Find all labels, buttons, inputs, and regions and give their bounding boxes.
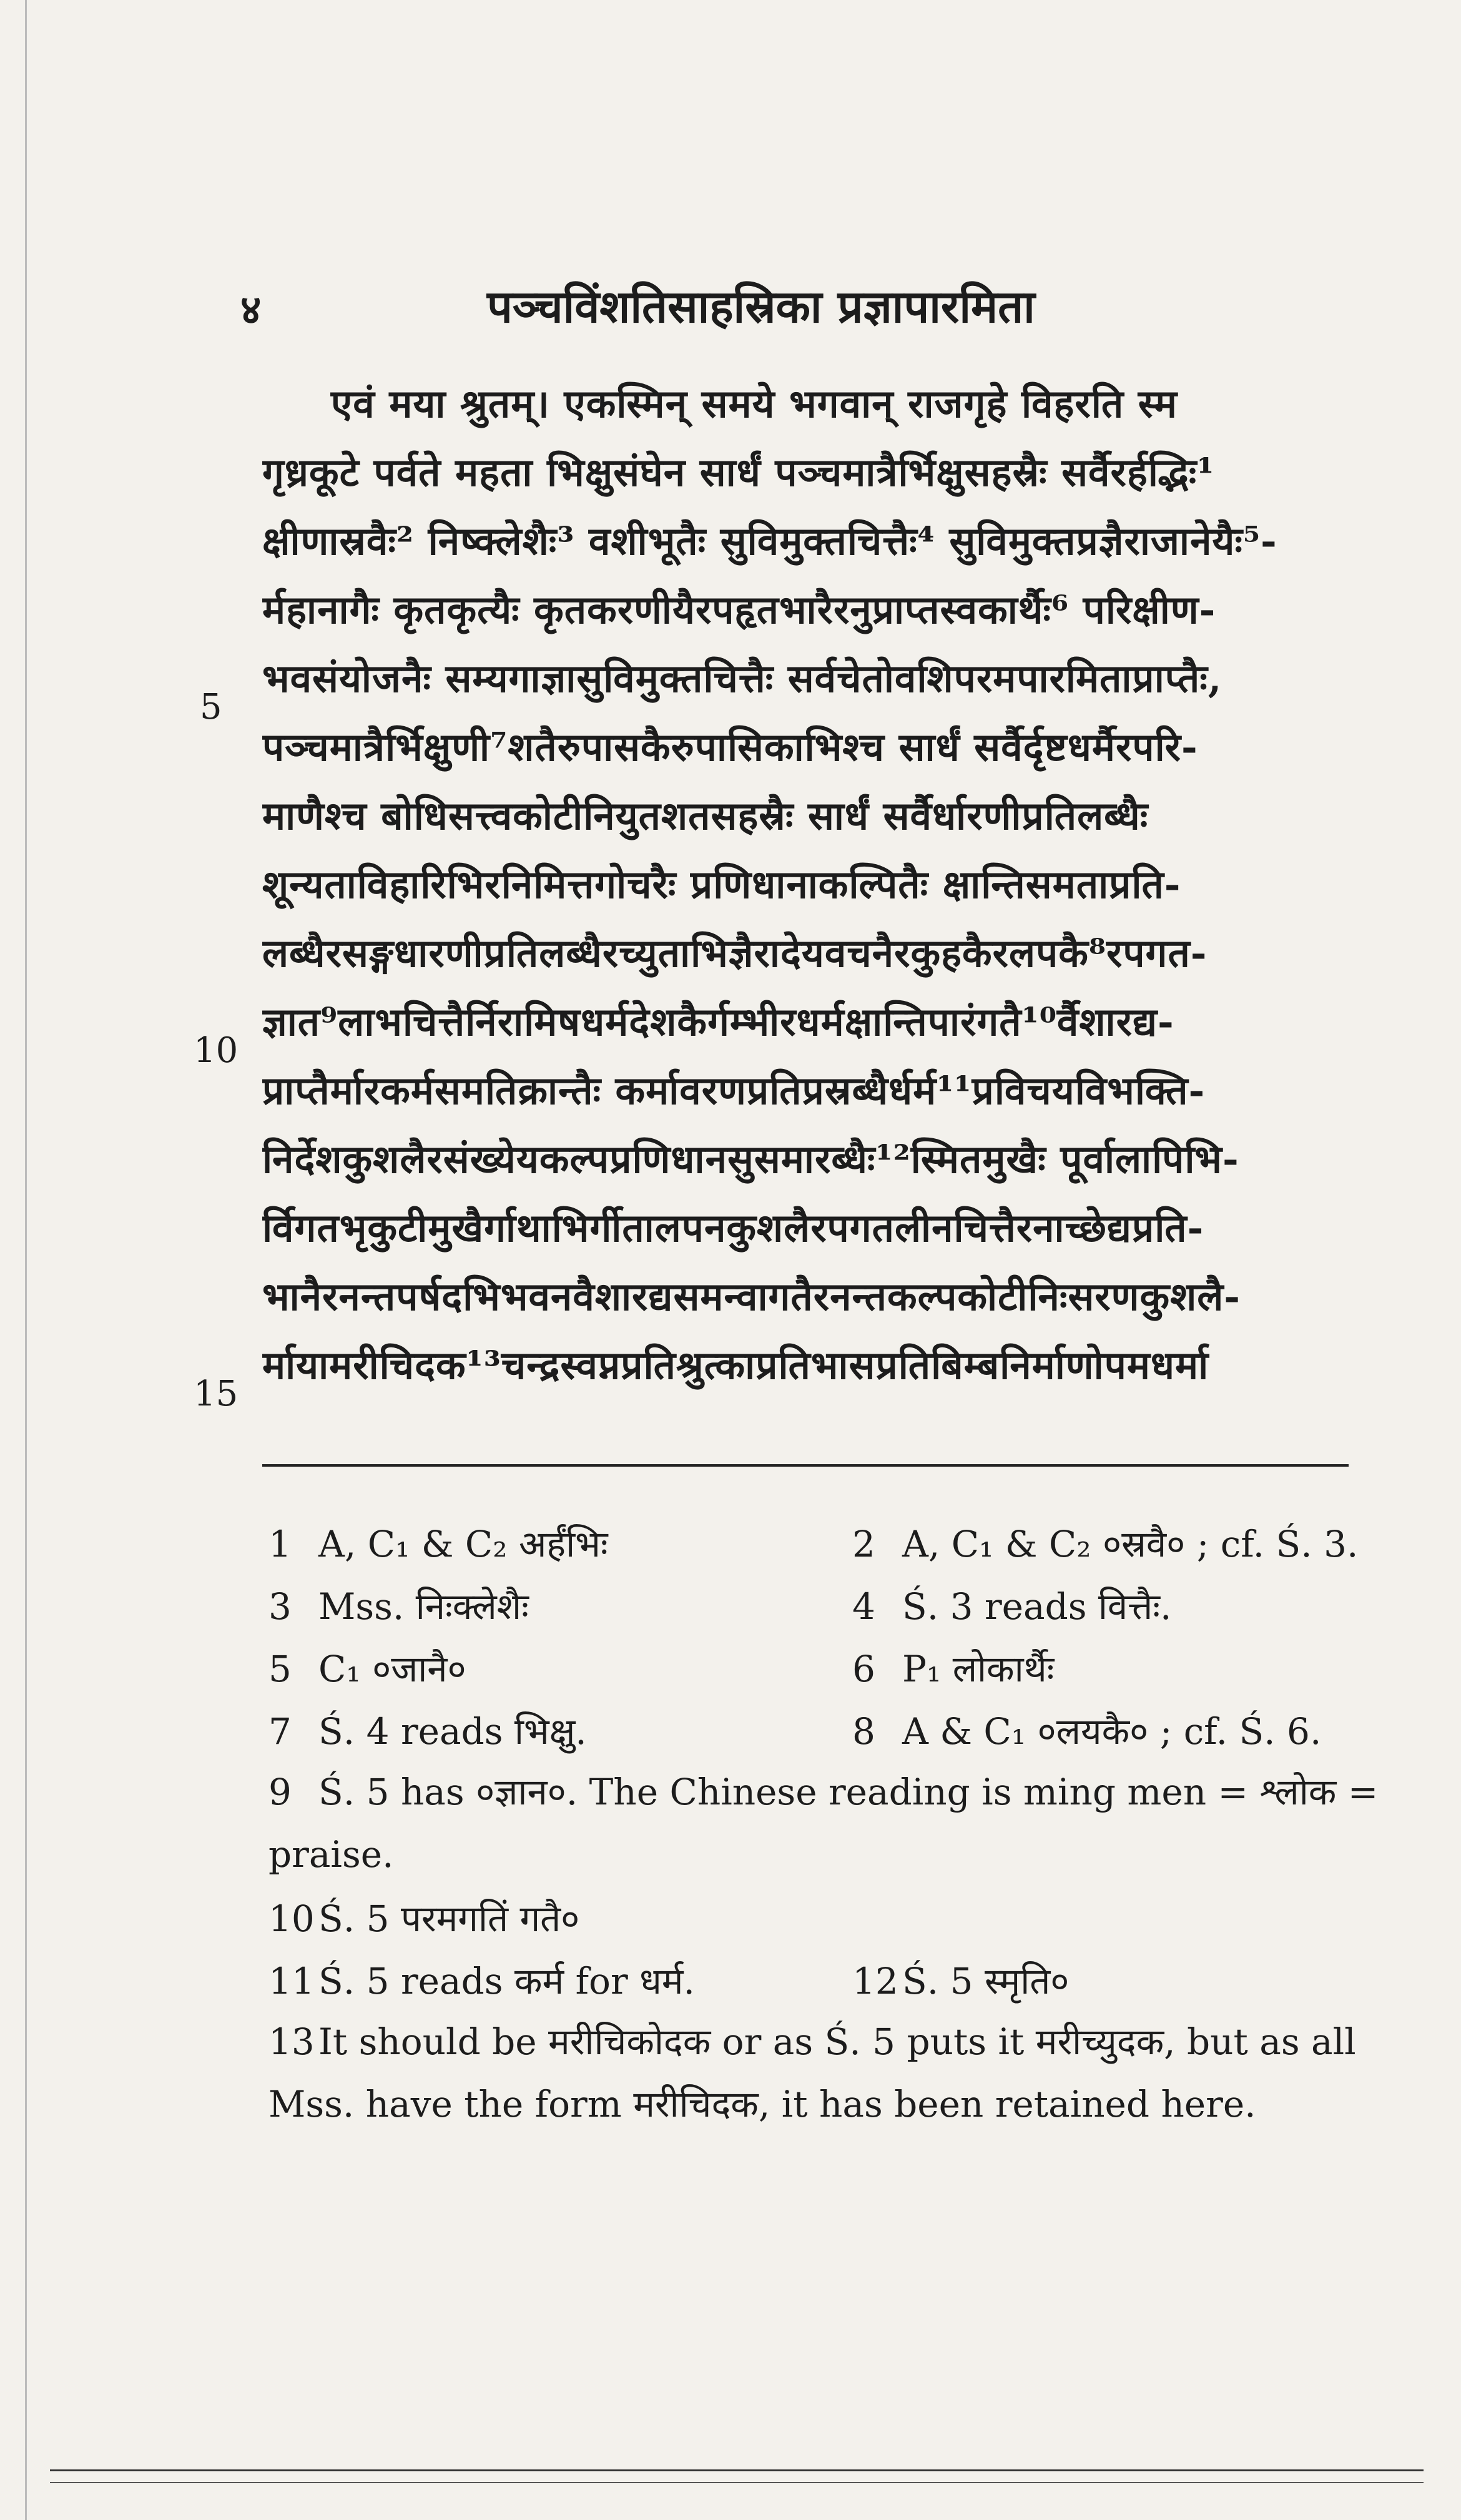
main-text — [262, 368, 1374, 1399]
text-line: एवं मया श्रुतम्। एकस्मिन् समये भगवान् राजगृहे विहरति स्म — [331, 381, 1178, 426]
footnote: 5 C₁ ०जानै० — [268, 1647, 466, 1690]
text-line: र्महानागैः कृतकृत्यैः कृतकरणीयैरपहृतभारैरनुप्राप्तस्वकार्थैः⁶ परिक्षीण- — [262, 587, 1216, 632]
footnote: 8 A & C₁ ०लयकै० ; cf. Ś. 6. — [852, 1710, 1322, 1753]
text-line: शून्यताविहारिभिरनिमित्तगोचरैः प्रणिधानाकल्पितैः क्षान्तिसमताप्रति- — [262, 862, 1181, 907]
text-line: र्विगतभृकुटीमुखैर्गाथाभिर्गीतालपनकुशलैरपगतलीनचित्तैरनाच्छेद्यप्रति- — [262, 1205, 1204, 1251]
footnote: 10 Ś. 5 परमगतिं गतै० — [268, 1897, 580, 1940]
line-number-5: 5 — [200, 687, 222, 727]
page-number: ४ — [240, 287, 262, 333]
page-header — [225, 268, 1349, 343]
bottom-border — [50, 2469, 1424, 2471]
bottom-border — [50, 2482, 1424, 2483]
footnote: 9 Ś. 5 has ०ज्ञान०. The Chinese reading is ming men = श्लोक = praise. — [268, 1771, 1379, 1876]
footnote: 1 A, C₁ & C₂ अर्हंभिः — [268, 1522, 608, 1565]
footnote-row — [268, 1698, 1386, 1761]
page-title: पञ्चविंशतिसाहस्रिका प्रज्ञापारमिता — [487, 280, 1035, 333]
line-number-15: 15 — [194, 1374, 239, 1414]
footnote-row — [268, 1511, 1386, 1573]
text-line: ज्ञात⁹लाभचित्तैर्निरामिषधर्मदेशकैर्गम्भीरधर्मक्षान्तिपारंगतै¹⁰र्वैशारद्य- — [262, 999, 1174, 1045]
text-line: भानैरनन्तपर्षदभिभवनवैशारद्यसमन्वागतैरनन्तकल्पकोटीनिःसरणकुशलै- — [262, 1274, 1241, 1319]
footnotes — [268, 1511, 1386, 2135]
line-number-10: 10 — [194, 1030, 239, 1071]
footnote-row — [268, 1948, 1386, 2011]
text-line: र्मायामरीचिदक¹³चन्द्रस्वप्नप्रतिश्रुत्काप्रतिभासप्रतिबिम्बनिर्माणोपमधर्मा — [262, 1342, 1209, 1388]
footnote: 11 Ś. 5 reads कर्म for धर्म. — [268, 1959, 695, 2002]
text-line: प्राप्तैर्मारकर्मसमतिक्रान्तैः कर्मावरणप्रतिप्रस्रब्धैर्धर्म¹¹प्रविचयविभक्ति- — [262, 1068, 1206, 1113]
text-line: माणैश्च बोधिसत्त्वकोटीनियुतशतसहस्रैः सार्धं सर्वैर्धारणीप्रतिलब्धैः — [262, 793, 1149, 839]
text-line: निर्देशकुशलैरसंख्येयकल्पप्रणिधानसुसमारब्धैः¹²स्मितमुखैः पूर्वालापिभि- — [262, 1136, 1239, 1182]
footnote: 3 Mss. निःक्लेशैः — [268, 1585, 529, 1628]
footnote: 12 Ś. 5 स्मृति० — [852, 1959, 1070, 2002]
text-line: भवसंयोजनैः सम्यगाज्ञासुविमुक्तचित्तैः सर्वचेतोवशिपरमपारमिताप्राप्तैः, — [262, 656, 1222, 701]
footnote: 6 P₁ लोकार्थैः — [852, 1647, 1055, 1690]
text-line: गृध्रकूटे पर्वते महता भिक्षुसंघेन सार्धं पञ्चमात्रैर्भिक्षुसहस्रैः सर्वैरर्हद्भिः¹ — [262, 450, 1215, 495]
footnote: 4 Ś. 3 reads वित्तैः. — [852, 1585, 1172, 1628]
footnote-row — [268, 1573, 1386, 1636]
footnote: 13 It should be मरीचिकोदक or as Ś. 5 puts it मरीच्युदक, but as all Mss. have the form मरीचिदक, it has been retained here. — [268, 2020, 1356, 2125]
page-edge-shadow — [25, 0, 27, 2520]
text-line: लब्धैरसङ्गधारणीप्रतिलब्धैरच्युताभिज्ञैरादेयवचनैरकुहकैरलपकै⁸रपगत- — [262, 930, 1208, 976]
footnote: 7 Ś. 4 reads भिक्षु. — [268, 1710, 587, 1753]
text-line: पञ्चमात्रैर्भिक्षुणी⁷शतैरुपासकैरुपासिकाभिश्च सार्धं सर्वैर्दृष्टधर्मैरपरि- — [262, 724, 1198, 770]
footnote-divider — [262, 1464, 1349, 1467]
footnote: 2 A, C₁ & C₂ ०स्रवै० ; cf. Ś. 3. — [852, 1522, 1359, 1565]
footnote-row — [268, 1636, 1386, 1698]
text-line: क्षीणास्रवैः² निष्क्लेशैः³ वशीभूतैः सुविमुक्तचित्तैः⁴ सुविमुक्तप्रज्ञैराजानेयैः⁵- — [262, 518, 1277, 564]
